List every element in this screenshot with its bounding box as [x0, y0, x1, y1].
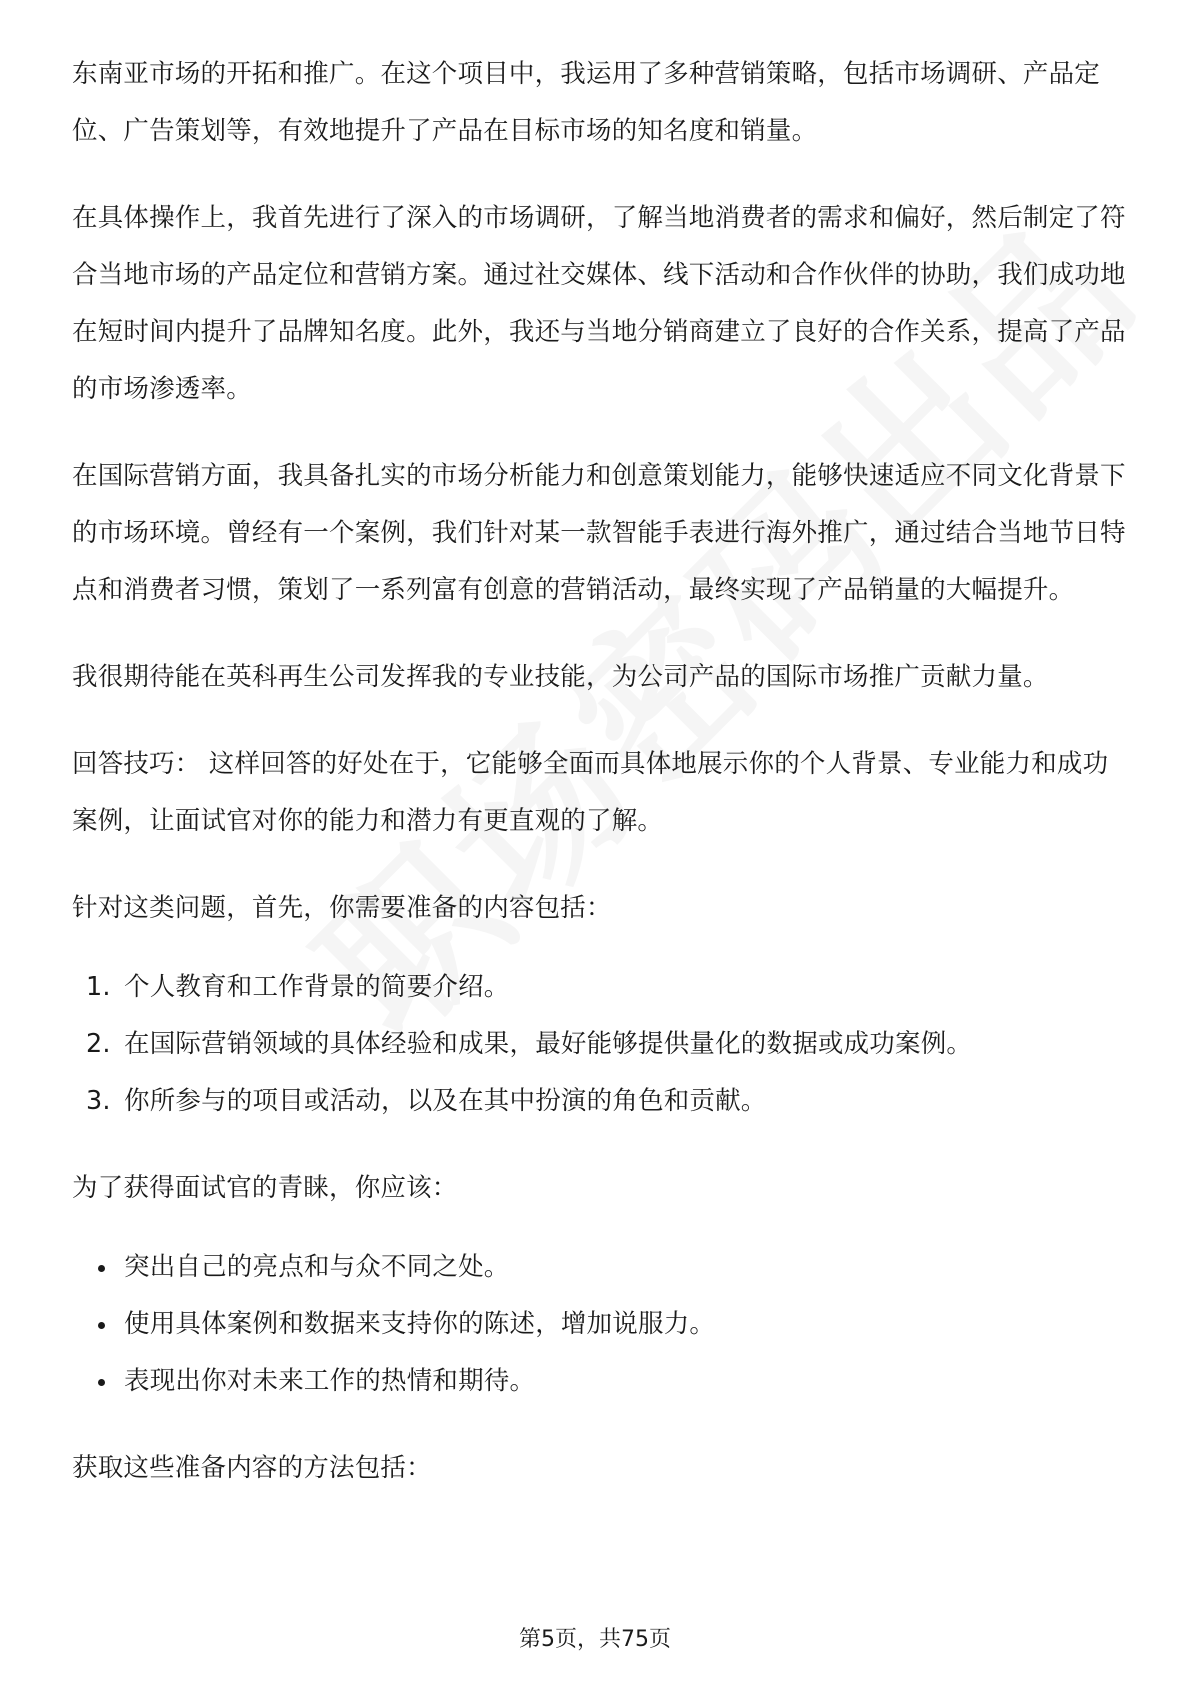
list-item	[72, 959, 1132, 1016]
list-item-text: 表现出你对未来工作的热情和期待。	[124, 1366, 536, 1396]
list-number: 2.	[86, 1029, 111, 1059]
list-item-text: 使用具体案例和数据来支持你的陈述，增加说服力。	[124, 1309, 716, 1339]
list-item-text: 个人教育和工作背景的简要介绍。	[124, 972, 510, 1002]
list-item	[72, 1296, 1132, 1353]
page-content	[72, 46, 1132, 1519]
list-item-text: 你所参与的项目或活动，以及在其中扮演的角色和贡献。	[124, 1086, 767, 1116]
paragraph-operations: 在具体操作上，我首先进行了深入的市场调研，了解当地消费者的需求和偏好，然后制定了符合当地市场的产品定位和营销方案。通过社交媒体、线下活动和合作伙伴的协助，我们成功地在短时间内提升了品牌知名度。此外，我还与当地分销商建立了良好的合作关系，提高了产品的市场渗透率。	[72, 203, 1126, 404]
list-item-text: 在国际营销领域的具体经验和成果，最好能够提供量化的数据或成功案例。	[124, 1029, 973, 1059]
paragraph-international-marketing: 在国际营销方面，我具备扎实的市场分析能力和创意策划能力，能够快速适应不同文化背景下的市场环境。曾经有一个案例，我们针对某一款智能手表进行海外推广，通过结合当地节日特点和消费者习惯，策划了一系列富有创意的营销活动，最终实现了产品销量的大幅提升。	[72, 461, 1126, 605]
numbered-list	[72, 959, 1132, 1130]
bullet-icon	[98, 1322, 105, 1329]
page-number-footer: 第5页，共75页	[519, 1627, 671, 1652]
list-item	[72, 1353, 1132, 1410]
paragraph-prepare-intro: 针对这类问题，首先，你需要准备的内容包括：	[72, 893, 612, 923]
list-number: 3.	[86, 1086, 111, 1116]
bullet-list	[72, 1239, 1132, 1410]
list-item	[72, 1239, 1132, 1296]
paragraph-expectation: 我很期待能在英科再生公司发挥我的专业技能，为公司产品的国际市场推广贡献力量。	[72, 662, 1049, 692]
bullet-icon	[98, 1265, 105, 1272]
paragraph-methods-intro: 获取这些准备内容的方法包括：	[72, 1453, 432, 1483]
list-item	[72, 1016, 1132, 1073]
list-item	[72, 1073, 1132, 1130]
paragraph-how-to-impress: 为了获得面试官的青睐，你应该：	[72, 1173, 458, 1203]
list-item-text: 突出自己的亮点和与众不同之处。	[124, 1252, 510, 1282]
paragraph-project-intro: 东南亚市场的开拓和推广。在这个项目中，我运用了多种营销策略，包括市场调研、产品定位、广告策划等，有效地提升了产品在目标市场的知名度和销量。	[72, 59, 1101, 146]
paragraph-answer-tips: 回答技巧： 这样回答的好处在于，它能够全面而具体地展示你的个人背景、专业能力和成功案例，让面试官对你的能力和潜力有更直观的了解。	[72, 749, 1109, 836]
list-number: 1.	[86, 972, 111, 1002]
bullet-icon	[98, 1379, 105, 1386]
